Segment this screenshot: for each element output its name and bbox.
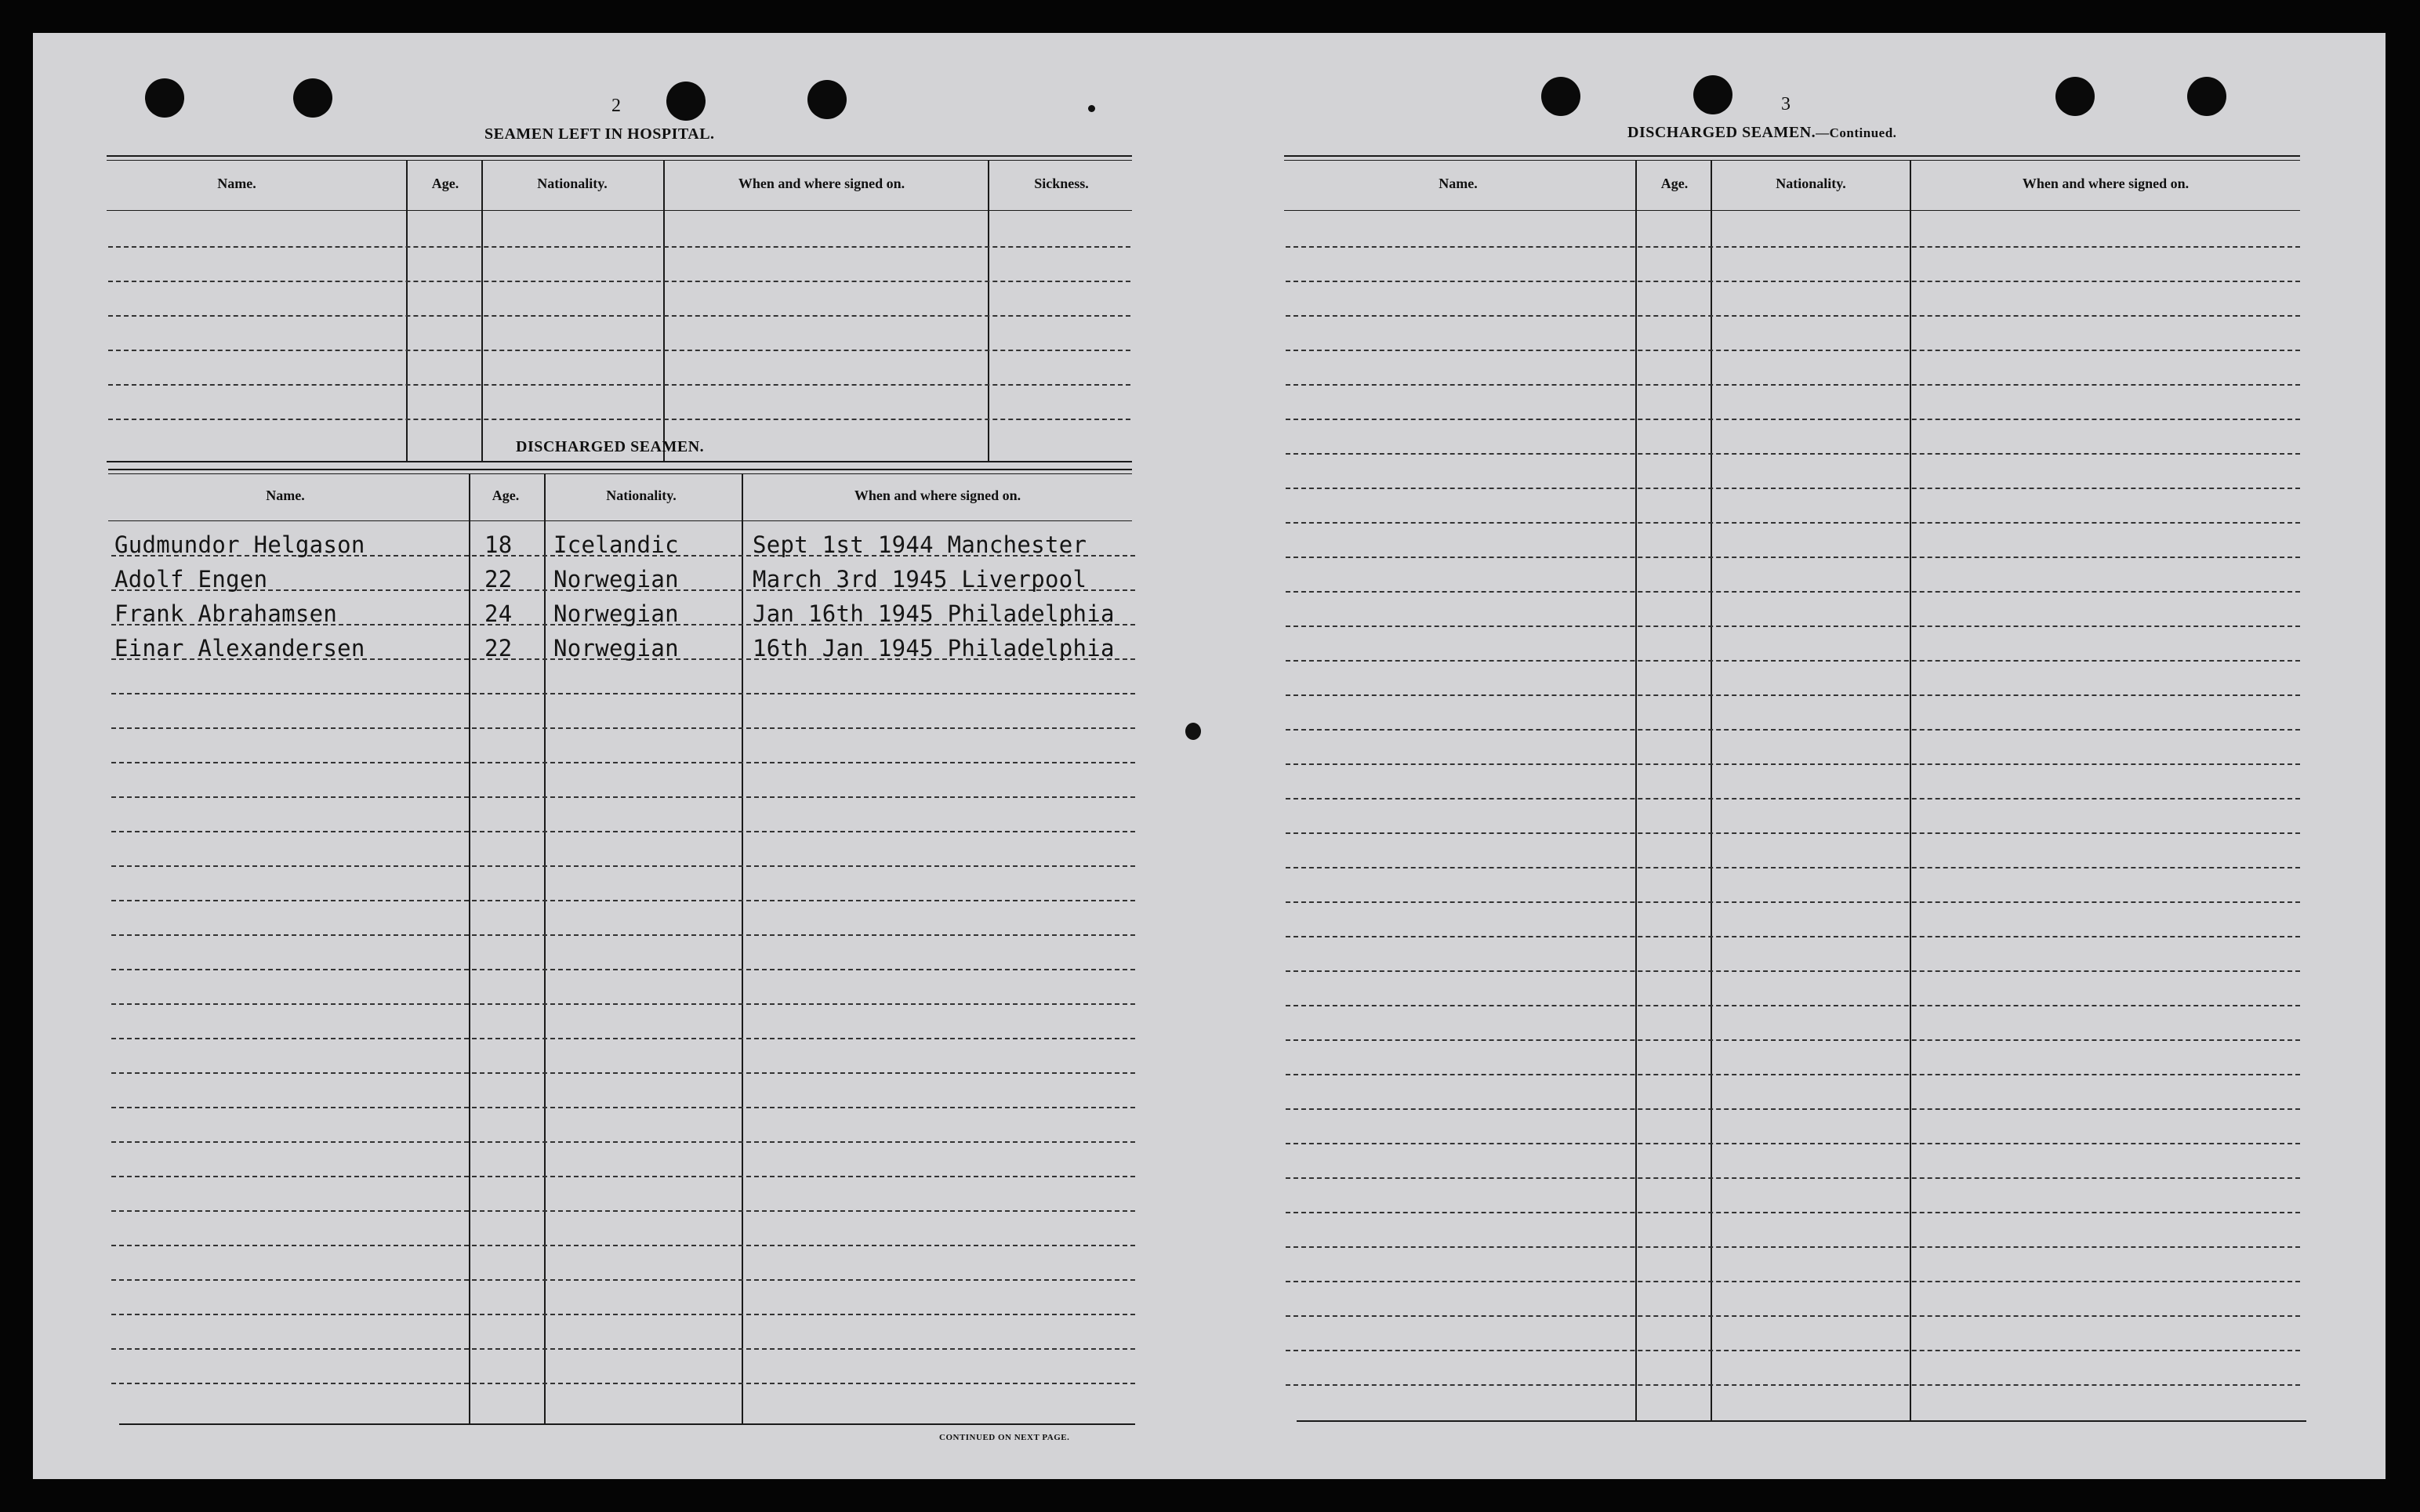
ruled-line bbox=[111, 1038, 1135, 1039]
ruled-line bbox=[1286, 798, 2300, 800]
discharged-header-name: Name. bbox=[266, 488, 305, 503]
seaman-signed-on: Sept 1st 1944 Manchester bbox=[753, 531, 1087, 558]
punch-hole bbox=[1541, 77, 1580, 116]
seaman-age: 24 bbox=[484, 600, 513, 627]
hospital-header-nationality: Nationality. bbox=[537, 176, 608, 191]
seaman-signed-on: March 3rd 1945 Liverpool bbox=[753, 566, 1087, 593]
discharged-col-divider bbox=[544, 473, 546, 1423]
ruled-line bbox=[108, 315, 1130, 317]
ruled-line bbox=[1286, 1074, 2300, 1075]
seaman-age: 22 bbox=[484, 566, 513, 593]
seaman-age: 18 bbox=[484, 531, 513, 558]
ruled-line bbox=[1286, 1212, 2300, 1213]
hospital-header-sickness: Sickness. bbox=[1034, 176, 1089, 191]
hospital-top-rule bbox=[107, 155, 1132, 157]
discharged-top-rule bbox=[108, 469, 1132, 470]
ruled-line bbox=[1286, 625, 2300, 627]
seaman-name: Gudmundor Helgason bbox=[114, 531, 365, 558]
right-top-rule bbox=[1284, 160, 2300, 161]
hospital-section-title: SEAMEN LEFT IN HOSPITAL. bbox=[484, 125, 715, 143]
ruled-line bbox=[1286, 1246, 2300, 1248]
discharged-header-age: Age. bbox=[492, 488, 520, 503]
seaman-nationality: Norwegian bbox=[553, 566, 679, 593]
seaman-nationality: Norwegian bbox=[553, 600, 679, 627]
ruled-line bbox=[1286, 419, 2300, 420]
ruled-line bbox=[108, 281, 1130, 282]
ruled-line bbox=[111, 934, 1135, 936]
hospital-col-divider bbox=[481, 160, 483, 461]
ruled-line bbox=[1286, 763, 2300, 765]
discharged-header-signed-on: When and where signed on. bbox=[854, 488, 1021, 503]
ruled-line bbox=[111, 1141, 1135, 1143]
ruled-line bbox=[1286, 1108, 2300, 1110]
right-header-age: Age. bbox=[1660, 176, 1689, 191]
punch-hole bbox=[807, 80, 847, 119]
right-header-rule bbox=[1284, 210, 2300, 211]
ruled-line bbox=[111, 865, 1135, 867]
ruled-line bbox=[1286, 970, 2300, 972]
ruled-line bbox=[1286, 522, 2300, 524]
seaman-name: Einar Alexandersen bbox=[114, 635, 365, 662]
punch-hole bbox=[1693, 75, 1732, 114]
discharged-col-divider bbox=[469, 473, 470, 1423]
left-page-number: 2 bbox=[611, 96, 621, 116]
seaman-nationality: Icelandic bbox=[553, 531, 679, 558]
ruled-line bbox=[1286, 694, 2300, 696]
punch-hole bbox=[145, 78, 184, 118]
ruled-line bbox=[1286, 867, 2300, 868]
ruled-line bbox=[108, 350, 1130, 351]
ink-speck bbox=[1088, 105, 1095, 112]
hospital-col-divider bbox=[663, 160, 665, 461]
ruled-line bbox=[1286, 246, 2300, 248]
discharged-bottom-rule bbox=[119, 1423, 1135, 1425]
ruled-line bbox=[1286, 1177, 2300, 1179]
ruled-line bbox=[111, 727, 1135, 729]
seaman-signed-on: Jan 16th 1945 Philadelphia bbox=[753, 600, 1115, 627]
hospital-bottom-rule bbox=[107, 461, 1132, 462]
ruled-line bbox=[111, 1176, 1135, 1177]
ruled-line bbox=[1286, 557, 2300, 558]
ruled-line bbox=[111, 693, 1135, 694]
ruled-line bbox=[111, 1210, 1135, 1212]
right-page-number: 3 bbox=[1781, 94, 1791, 114]
continued-note: CONTINUED ON NEXT PAGE. bbox=[939, 1433, 1070, 1442]
right-header-signed-on: When and where signed on. bbox=[2022, 176, 2190, 191]
ruled-line bbox=[111, 1107, 1135, 1108]
ruled-line bbox=[1286, 936, 2300, 937]
punch-hole bbox=[2187, 77, 2226, 116]
ink-speck bbox=[1185, 723, 1201, 740]
ruled-line bbox=[1286, 1384, 2300, 1386]
hospital-header-name: Name. bbox=[217, 176, 256, 191]
ruled-line bbox=[1286, 315, 2300, 317]
ruled-line bbox=[1286, 1350, 2300, 1351]
discharged-header-rule bbox=[108, 520, 1132, 521]
right-bottom-rule bbox=[1297, 1420, 2306, 1422]
seaman-name: Frank Abrahamsen bbox=[114, 600, 338, 627]
ruled-line bbox=[111, 796, 1135, 798]
ruled-line bbox=[1286, 453, 2300, 455]
ruled-line bbox=[1286, 350, 2300, 351]
hospital-header-signed-on: When and where signed on. bbox=[738, 176, 905, 191]
seaman-name: Adolf Engen bbox=[114, 566, 268, 593]
ruled-line bbox=[111, 1348, 1135, 1350]
right-section-title bbox=[1627, 124, 1896, 142]
ruled-line bbox=[1286, 281, 2300, 282]
seaman-nationality: Norwegian bbox=[553, 635, 679, 662]
ruled-line bbox=[108, 384, 1130, 386]
ruled-line bbox=[1286, 660, 2300, 662]
ruled-line bbox=[1286, 1315, 2300, 1317]
right-header-name: Name. bbox=[1439, 176, 1478, 191]
ruled-line bbox=[111, 900, 1135, 901]
hospital-col-divider bbox=[406, 160, 408, 461]
ruled-line bbox=[1286, 384, 2300, 386]
ruled-line bbox=[111, 762, 1135, 763]
punch-hole bbox=[2055, 77, 2095, 116]
seaman-age: 22 bbox=[484, 635, 513, 662]
right-header-nationality: Nationality. bbox=[1776, 176, 1846, 191]
hospital-header-age: Age. bbox=[431, 176, 459, 191]
ruled-line bbox=[1286, 901, 2300, 903]
ruled-line bbox=[111, 1279, 1135, 1281]
punch-hole bbox=[293, 78, 332, 118]
ruled-line bbox=[108, 246, 1130, 248]
right-title-suffix: —Continued. bbox=[1816, 125, 1897, 140]
right-title-text: DISCHARGED SEAMEN. bbox=[1627, 124, 1816, 141]
discharged-col-divider bbox=[742, 473, 743, 1423]
ruled-line bbox=[1286, 729, 2300, 731]
ruled-line bbox=[1286, 1005, 2300, 1006]
ruled-line bbox=[111, 831, 1135, 832]
hospital-header-rule bbox=[107, 210, 1132, 211]
right-top-rule bbox=[1284, 155, 2300, 157]
discharged-top-rule bbox=[108, 473, 1132, 474]
ruled-line bbox=[111, 1383, 1135, 1384]
ruled-line bbox=[1286, 488, 2300, 489]
ledger-sheet bbox=[33, 33, 2386, 1479]
hospital-top-rule bbox=[107, 160, 1132, 161]
ruled-line bbox=[108, 419, 1130, 420]
seaman-signed-on: 16th Jan 1945 Philadelphia bbox=[753, 635, 1115, 662]
discharged-header-nationality: Nationality. bbox=[606, 488, 677, 503]
ruled-line bbox=[111, 1072, 1135, 1074]
ruled-line bbox=[111, 1314, 1135, 1315]
ruled-line bbox=[1286, 1143, 2300, 1144]
ruled-line bbox=[1286, 832, 2300, 834]
ruled-line bbox=[111, 1245, 1135, 1246]
ruled-line bbox=[111, 1003, 1135, 1005]
punch-hole bbox=[666, 82, 706, 121]
ruled-line bbox=[1286, 1039, 2300, 1041]
discharged-section-title: DISCHARGED SEAMEN. bbox=[516, 438, 705, 455]
ruled-line bbox=[111, 969, 1135, 970]
ruled-line bbox=[1286, 1281, 2300, 1282]
hospital-col-divider bbox=[988, 160, 989, 461]
ruled-line bbox=[1286, 591, 2300, 593]
